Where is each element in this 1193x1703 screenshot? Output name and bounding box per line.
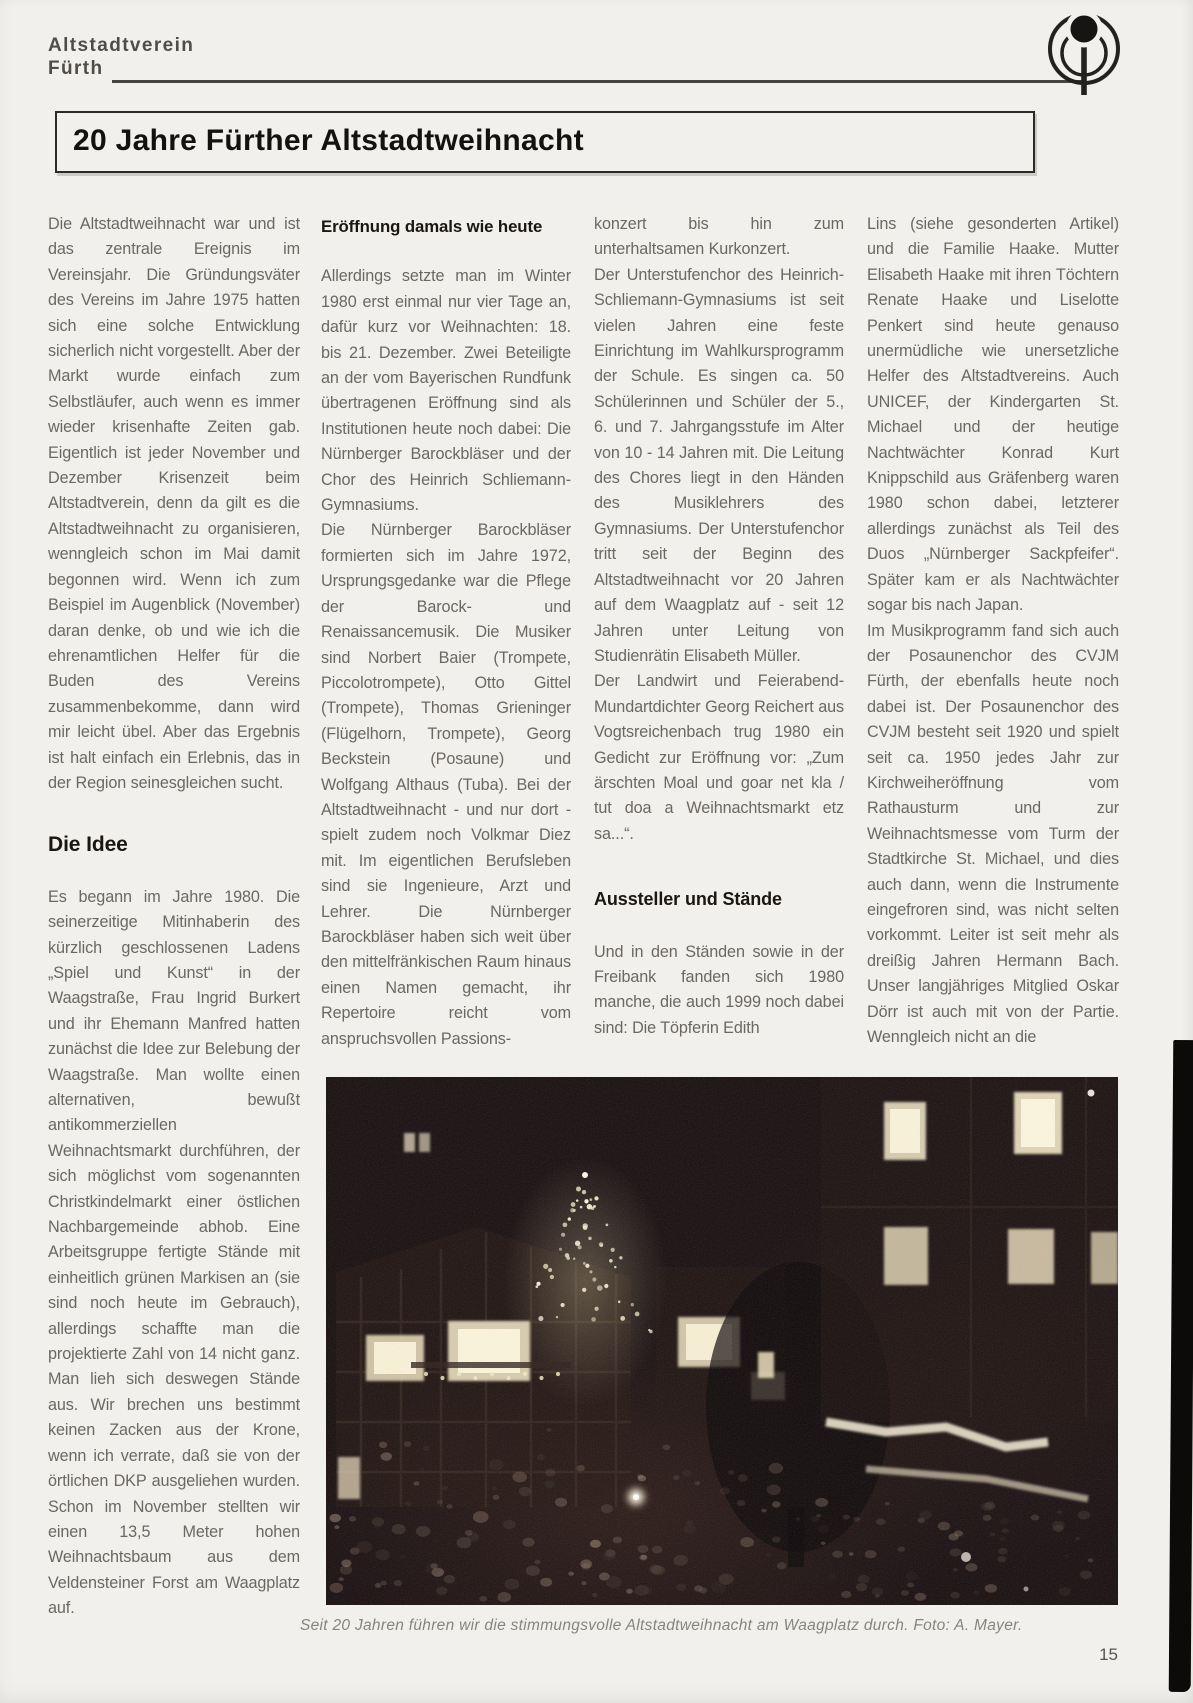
page-number: 15	[1099, 1645, 1118, 1664]
masthead-org-line1: Altstadtverein	[48, 35, 195, 56]
photo-illustration	[326, 1077, 1118, 1605]
body-paragraph: Es begann im Jahre 1980. Die seinerzeitige Mitinhaberin des kürzlich geschlossenen Ladens „Spiel und Kunst“ in der Waagstraße, Frau Ingrid Burkert und ihr Ehemann Manfred hatten zunächst die Idee zur Belebung der Waagstraße. Man wollte einen alternativen, bewußt antikommerziellen Weihnachtsmarkt durchführen, der sich möglichst vom sogenannten Christkindelmarkt einer östlichen Nachbargemeinde abhob. Eine Arbeitsgruppe fertigte Stände mit einheitlich grünen Markisen an (sie sind noch heute im Gebrauch), allerdings schaffte man die projektierte Zahl von 14 nicht ganz. Man lieh sich deswegen Stände aus. Wir brechen uns bestimmt keinen Zacken aus der Krone, wenn ich verrate, daß sie von der örtlichen DKP ausgeliehen wurden. Schon im November stellten wir einen 13,5 Meter hohen Weihnachtsbaum aus dem Veldensteiner Forst am Waagplatz auf.	[48, 887, 300, 1618]
section-heading-die-idee: Die Idee	[48, 833, 128, 857]
body-paragraph: Der Unterstufenchor des Heinrich-Schliemann-Gymnasiums ist seit vielen Jahren eine feste Einrichtung im Wahlkursprogramm der Schule. Es singen ca. 50 Schülerinnen und Schüler der 5., 6. und 7. Jahrgangsstufe im Alter von 10 - 14 Jahren mit. Die Leitung des Chores liegt in den Händen des Musiklehrers des Gymnasiums. Der Unterstufenchor tritt seit der Beginn des Altstadtweihnacht vor 20 Jahren auf dem Waagplatz auf - seit 12 Jahren unter Leitung von Studienrätin Elisabeth Müller.	[594, 265, 844, 665]
photo-caption: Seit 20 Jahren führen wir die stimmungsvolle Altstadtweihnacht am Waagplatz durch. Foto: A. Mayer.	[300, 1617, 1023, 1634]
masthead-org-line2: Fürth	[48, 58, 104, 79]
body-paragraph: konzert bis hin zum unterhaltsamen Kurkonzert.	[594, 215, 844, 259]
masthead	[48, 34, 194, 80]
body-paragraph: Die Nürnberger Barockbläser formierten sich im Jahre 1972, Ursprungsgedanke war die Pflege der Barock- und Renaissancemusik. Die Musiker sind Norbert Baier (Trompete, Piccolotrompete), Otto Gittel (Trompete), Thomas Grieninger (Flügelhorn, Trompete), Georg Beckstein (Posaune) und Wolfgang Althaus (Tuba). Bei der Altstadtweihnacht - und nur dort - spielt zudem noch Volkmar Diez mit. Im eigentlichen Berufsleben sind sie Ingenieure, Arzt und Lehrer. Die Nürnberger Barockbläser haben sich weit über den mittelfränkischen Raum hinaus einen Namen gemacht, ihr Repertoire reicht vom anspruchsvollen Passions-	[321, 521, 571, 1048]
headline-box	[55, 111, 1035, 173]
page-title: 20 Jahre Fürther Altstadtweihnacht	[73, 124, 584, 157]
body-paragraph: Allerdings setzte man im Winter 1980 erst einmal nur vier Tage an, dafür kurz vor Weihnachten: 18. bis 21. Dezember. Zwei Beteiligte an der vom Bayerischen Rundfunk übertragenen Eröffnung sind als Institutionen heute noch dabei: Die Nürnberger Barockbläser und der Chor des Heinrich Schliemann-Gymnasiums.	[321, 267, 571, 515]
article-column-4	[867, 212, 1119, 1050]
section-heading-aussteller: Aussteller und Stände	[594, 889, 782, 910]
body-paragraph: Die Altstadtweihnacht war und ist das zentrale Ereignis im Vereinsjahr. Die Gründungsväter des Vereins im Jahre 1975 hatten sich eine solche Entwicklung sicherlich nicht vorgestellt. Aber der Markt wurde einfach zum Selbstläufer, auch wenn es immer wieder krisenhafte Zeiten gab. Eigentlich ist jeder November und Dezember Krisenzeit beim Altstadtverein, denn da gilt es die Altstadtweihnacht zu organisieren, wenngleich schon im Mai damit begonnen wird. Wenn ich zum Beispiel im Augenblick (November) daran denke, ob und wie ich die ehrenamtlichen Helfer für die Buden des Vereins zusammenbekomme, dann wird mir leicht übel. Aber das Ergebnis ist halt einfach ein Erlebnis, das in der Region seinesgleichen sucht.	[48, 215, 300, 792]
body-paragraph: Der Landwirt und Feierabend-Mundartdichter Georg Reichert aus Vogtsreichenbach trug 1980 ein Gedicht zur Eröffnung vor: „Zum ärschten Moal und goar net kla / tut doa a Weihnachtsmarkt etz sa...“.	[594, 672, 844, 843]
body-paragraph: Im Musikprogramm fand sich auch der Posaunenchor des CVJM Fürth, der ebenfalls heute noch dabei ist. Der Posaunenchor des CVJM besteht seit 1920 und spielt seit ca. 1950 jedes Jahr zur Kirchweiheröffnung vom Rathausturm und zur Weihnachtsmesse vom Turm der Stadtkirche St. Michael, und dies auch dann, wenn die Instrumente eingefroren sind, was nicht selten vorkommt. Leiter ist seit mehr als dreißig Jahren Hermann Bach. Unser langjähriges Mitglied Oskar Dörr ist auch mit von der Partie. Wenngleich nicht an die	[867, 621, 1119, 1046]
masthead-rule	[112, 80, 1084, 83]
scan-edge-artifact	[1169, 1040, 1193, 1692]
article-column-1	[48, 212, 300, 1622]
article-column-2	[321, 212, 571, 1052]
altstadtverein-emblem-icon	[1038, 5, 1130, 95]
body-paragraph: Lins (siehe gesonderten Artikel) und die Familie Haake. Mutter Elisabeth Haake mit ihren Töchtern Renate Haake und Liselotte Penkert sind heute genauso unermüdliche wie unersetzliche Helfer des Altstadtvereins. Auch UNICEF, der Kindergarten St. Michael und der heutige Nachtwächter Konrad Kurt Knippschild aus Gräfenberg waren 1980 schon dabei, letzterer allerdings zunächst als Teil des Duos „Nürnberger Sackpfeifer“. Später kam er als Nachtwächter sogar bis nach Japan.	[867, 215, 1119, 615]
nighttime-christmas-market-photo	[326, 1077, 1118, 1605]
section-heading-eroeffnung: Eröffnung damals wie heute	[321, 217, 543, 236]
body-paragraph: Und in den Ständen sowie in der Freibank fanden sich 1980 manche, die auch 1999 noch dabei sind: Die Töpferin Edith	[594, 942, 844, 1037]
article-column-3	[594, 212, 844, 1041]
